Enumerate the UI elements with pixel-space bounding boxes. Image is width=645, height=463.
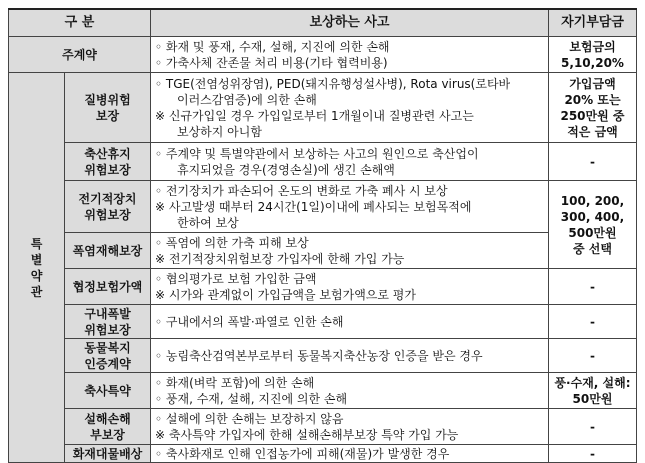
- desc-line: ◦ 화재 및 풍재, 수재, 설해, 지진에 의한 손해: [155, 39, 390, 54]
- main-contract-label: 주계약: [9, 37, 151, 73]
- row-desc-disease: [151, 73, 549, 143]
- main-contract-desc: [151, 37, 549, 73]
- desc-line: ◦ 설해에 의한 손해는 보장하지 않음: [155, 411, 344, 426]
- row-label-animal-welfare: 동물복지 인증계약: [65, 339, 151, 373]
- table-row: [9, 373, 637, 409]
- desc-line: 한하여 보상: [177, 215, 239, 230]
- desc-line: ◦ 구내에서의 폭발·파열로 인한 손해: [155, 314, 344, 329]
- desc-line: ◦ 폭염에 의한 가축 피해 보상: [155, 235, 309, 250]
- desc-line: 이러스감염증)에 의한 손해: [177, 92, 317, 107]
- desc-line: ◦ 축사화재로 인해 인접농가에 피해(재물)가 발생한 경우: [155, 446, 450, 461]
- row-deductible-business-interruption: -: [549, 143, 637, 181]
- desc-line: ◦ TGE(전염성위장염), PED(돼지유행성설사병), Rota virus(로타바: [155, 76, 511, 91]
- row-deductible-explosion: -: [549, 305, 637, 339]
- row-desc-electrical: [151, 181, 549, 233]
- row-desc-business-interruption: [151, 143, 549, 181]
- insurance-coverage-table: [8, 8, 637, 463]
- row-desc-barn: [151, 373, 549, 409]
- row-label-disease: 질병위험 보장: [65, 73, 151, 143]
- row-deductible-animal-welfare: -: [549, 339, 637, 373]
- desc-line: ※ 시가와 관계없이 가입금액을 보험가액으로 평가: [155, 287, 416, 302]
- table-row: [9, 445, 637, 463]
- row-deductible-agreed-value: -: [549, 269, 637, 305]
- row-desc-snow-exclusion: [151, 409, 549, 445]
- header-deductible: 자기부담금: [549, 9, 637, 37]
- row-desc-explosion: [151, 305, 549, 339]
- table-row: [9, 181, 637, 233]
- row-label-heatwave: 폭염재해보장: [65, 233, 151, 269]
- row-label-agreed-value: 협정보험가액: [65, 269, 151, 305]
- desc-line: ◦ 전기장치가 파손되어 온도의 변화로 가축 폐사 시 보상: [155, 183, 448, 198]
- special-contract-label: 특 별 약 관: [9, 73, 65, 463]
- row-label-explosion: 구내폭발 위험보장: [65, 305, 151, 339]
- row-deductible-electrical-heatwave: 100, 200, 300, 400, 500만원 중 선택: [549, 181, 637, 269]
- table-row: [9, 73, 637, 143]
- main-contract-deductible: 보험금의 5,10,20%: [549, 37, 637, 73]
- table-row: [9, 339, 637, 373]
- desc-line: ※ 사고발생 때부터 24시간(1일)이내에 폐사되는 보험목적에: [155, 199, 472, 214]
- desc-line: ◦ 화재(벼락 포함)에 의한 손해: [155, 375, 315, 390]
- row-label-snow-exclusion: 설해손해 부보장: [65, 409, 151, 445]
- desc-line: ※ 축사특약 가입자에 한해 설해손해부보장 특약 가입 가능: [155, 427, 459, 442]
- table-row: [9, 269, 637, 305]
- header-category: 구 분: [9, 9, 151, 37]
- table-row: [9, 233, 637, 269]
- row-desc-heatwave: [151, 233, 549, 269]
- desc-line: ◦ 가축사체 잔존물 처리 비용(기타 협력비용): [155, 55, 388, 70]
- row-desc-fire-liability: [151, 445, 549, 463]
- desc-line: ◦ 협의평가로 보험 가입한 금액: [155, 271, 317, 286]
- row-desc-agreed-value: [151, 269, 549, 305]
- desc-line: ◦ 풍재, 수재, 설해, 지진에 의한 손해: [155, 391, 348, 406]
- row-deductible-barn: 풍·수재, 설해: 50만원: [549, 373, 637, 409]
- header-row: [9, 9, 637, 37]
- table-row: [9, 305, 637, 339]
- row-label-barn: 축사특약: [65, 373, 151, 409]
- desc-line: ※ 신규가입일 경우 가입일로부터 1개월이내 질병관련 사고는: [155, 108, 474, 123]
- table-row: [9, 143, 637, 181]
- desc-line: ◦ 농림축산검역본부로부터 동물복지축산농장 인증을 받은 경우: [155, 348, 483, 363]
- row-label-business-interruption: 축산휴지 위험보장: [65, 143, 151, 181]
- desc-line: 휴지되었을 경우(경영손실)에 생긴 손해액: [177, 162, 395, 177]
- row-deductible-disease: 가입금액 20% 또는 250만원 중 적은 금액: [549, 73, 637, 143]
- row-label-fire-liability: 화재대물배상: [65, 445, 151, 463]
- row-deductible-fire-liability: -: [549, 445, 637, 463]
- row-label-electrical: 전기적장치 위험보장: [65, 181, 151, 233]
- header-covered-accidents: 보상하는 사고: [151, 9, 549, 37]
- table-row: [9, 409, 637, 445]
- desc-line: ※ 전기적장치위험보장 가입자에 한해 가입 가능: [155, 251, 405, 266]
- row-desc-animal-welfare: [151, 339, 549, 373]
- desc-line: ◦ 주계약 및 특별약관에서 보상하는 사고의 원인으로 축산업이: [155, 146, 479, 161]
- desc-line: 보상하지 아니함: [177, 124, 262, 139]
- row-deductible-snow-exclusion: -: [549, 409, 637, 445]
- main-contract-row: [9, 37, 637, 73]
